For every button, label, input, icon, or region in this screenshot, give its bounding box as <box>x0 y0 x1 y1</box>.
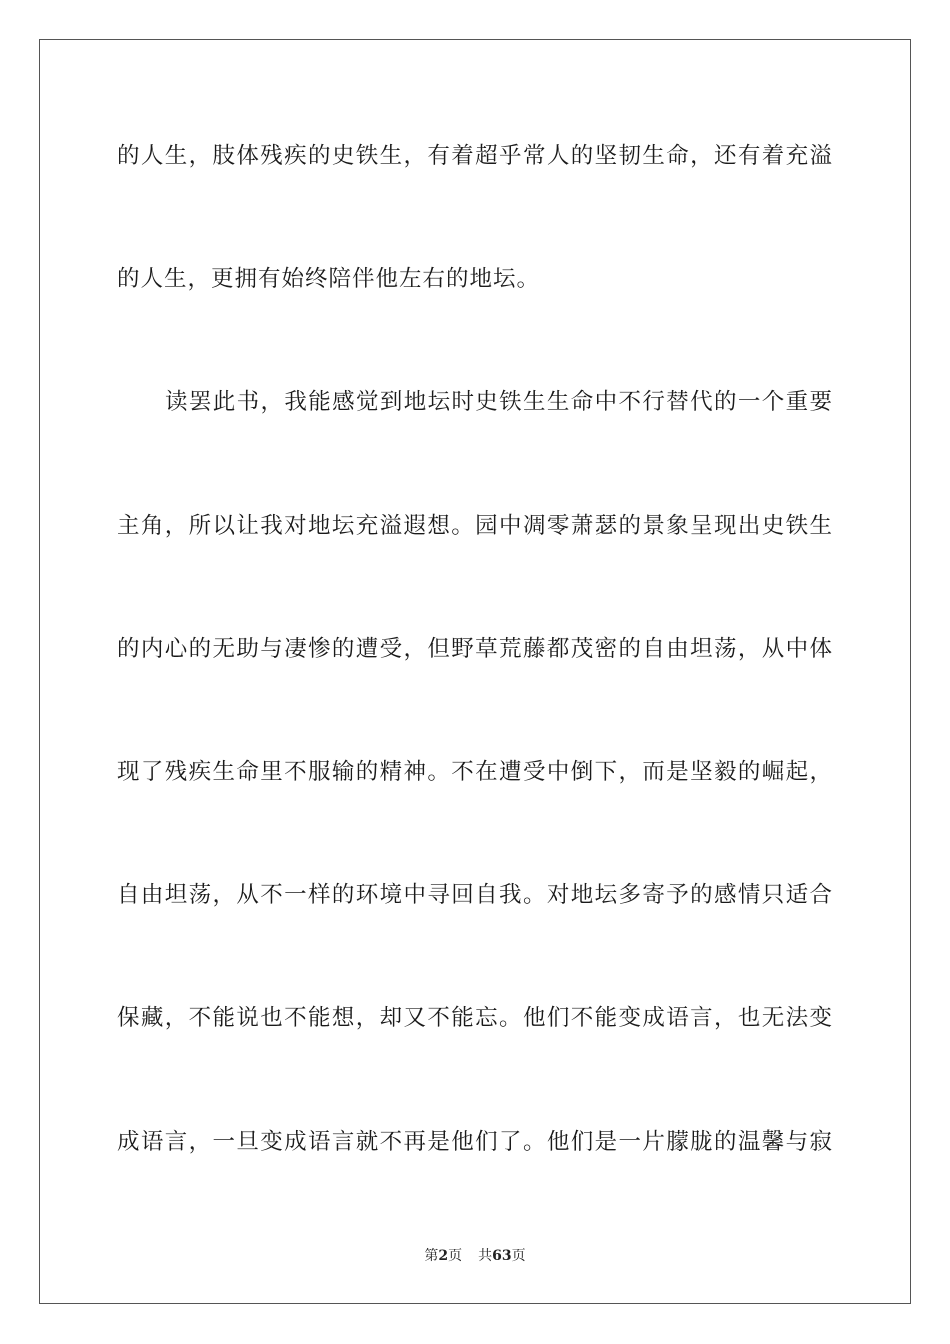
page-footer <box>0 1245 950 1265</box>
text-line: 的人生，更拥有始终陪伴他左右的地坛。 <box>117 266 541 293</box>
text-line: 保藏，不能说也不能想，却又不能忘。他们不能变成语言，也无法变 <box>117 1005 833 1032</box>
body-text <box>117 126 833 1235</box>
text-line: 的内心的无助与凄惨的遭受，但野草荒藤都茂密的自由坦荡，从中体 <box>117 635 833 662</box>
paragraph-first-line: 读罢此书，我能感觉到地坛时史铁生生命中不行替代的一个重要 <box>165 389 833 416</box>
text-line: 的人生，肢体残疾的史铁生，有着超乎常人的坚韧生命，还有着充溢 <box>117 143 833 169</box>
page-suffix: 页 <box>448 1248 463 1264</box>
page-number: 2 <box>438 1248 449 1264</box>
text-line: 成语言，一旦变成语言就不再是他们了。他们是一片朦胧的温馨与寂 <box>117 1128 833 1155</box>
text-line: 现了残疾生命里不服输的精神。不在遭受中倒下，而是坚毅的崛起， <box>117 758 833 785</box>
text-line: 主角，所以让我对地坛充溢遐想。园中凋零萧瑟的景象呈现出史铁生 <box>117 512 833 539</box>
total-suffix: 页 <box>511 1248 526 1264</box>
total-pages: 63 <box>492 1248 512 1264</box>
page-prefix: 第 <box>424 1248 439 1264</box>
total-prefix: 共 <box>478 1248 493 1264</box>
text-line: 自由坦荡，从不一样的环境中寻回自我。对地坛多寄予的感情只适合 <box>117 882 833 909</box>
